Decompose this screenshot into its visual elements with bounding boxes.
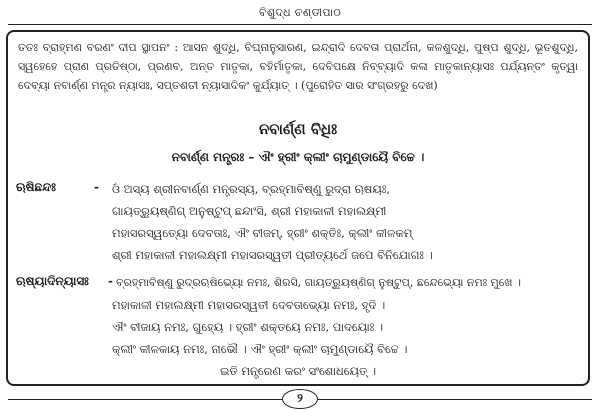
rishi-line-1: ଓଁ ଅସ୍ୟ ଶ୍ରୀନବାର୍ଣ୍ଣ ମନ୍ତ୍ରସ୍ୟ, ବ୍ରହ୍ମାବିଷ୍ଣୁ ରୁଦ୍ରା ଋଷୟଃ, <box>112 182 391 196</box>
navarna-mantra-line: ନବାର୍ଣ୍ଣ ମନ୍ତ୍ରଃ – ଐଂ ହ୍ରୀଂ କ୍ଲୀଂ ଚାମୁଣ୍ଡାୟୈ ବିଚ୍ଚେ । <box>171 150 425 164</box>
footer-rule-right <box>318 399 592 400</box>
nyasa-line-3: ଐଂ ବୀଜାୟ ନମଃ, ଗୁହ୍ୟେ । ହ୍ରୀଂ ଶକ୍ତୟେ ନମଃ, ପାଦୟୋଃ । <box>112 320 384 334</box>
nyasa-line-2: ମହାକାଳୀ ମହାଲକ୍ଷ୍ମୀ ମହାସରସ୍ୱତୀ ଦେବତାଭ୍ୟୋ ନମଃ, ହୃଦି । <box>112 298 386 312</box>
nyasa-line-4: କ୍ଲୀଂ କୀଳକାୟ ନମଃ, ନାଭୌ । ଐଂ ହ୍ରୀଂ କ୍ଲୀଂ ଚାମୁଣ୍ଡାୟୈ ବିଚ୍ଚେ । <box>112 342 408 356</box>
content-frame <box>6 30 590 386</box>
rishi-line-3: ମହାସରସ୍ୱତ୍ୟୋ ଦେବତାଃ, ଐଂ ବୀଜମ୍, ହ୍ରୀଂ ଶକ୍ତିଃ, କ୍ଲୀଂ କୀଳକମ୍ <box>112 226 413 240</box>
rishi-line-4: ଶ୍ରୀ ମହାକାଳୀ ମହାଲକ୍ଷ୍ମୀ ମହାସରସ୍ୱତୀ ପ୍ରୀତ୍ୟର୍ଥେ ଜପେ ବିନିଯୋଗଃ । <box>112 248 433 262</box>
rishi-line-2: ଗାୟତ୍ର୍ୟୁଷ୍ଣିଗ୍ ଅନୁଷ୍ଟୁପ୍ ଛନ୍ଦାଂସି, ଶ୍ରୀ ମହାକାଳୀ ମହାଲକ୍ଷ୍ମୀ <box>112 204 387 218</box>
header-rule <box>8 24 592 25</box>
rishyadi-nyasa-label: ଋଷ୍ୟାଦିନ୍ୟାସଃ <box>16 274 89 288</box>
footer-rule-left <box>8 399 282 400</box>
closing-line: ଇତି ମନ୍ତ୍ରେଣ କରଂ ସଂଶୋଧୟେତ୍ । <box>219 364 377 378</box>
intro-paragraph: ତତଃ ବ୍ରାହ୍ମଣ ବରଣଂ ଦୀପ ସ୍ଥାପନଂ : ଆସନ ଶୁଦ୍ଧି, ବିଘ୍ନାନୁସାରଣ, ଇନ୍ଦ୍ରାଦି ଦେବତା ପ୍ରାର୍ଥନା, କଳଶୁଦ୍ଧି, ପୁଷ୍ପ ଶୁଦ୍ଧି, ଭୂତଶୁଦ୍ଧି, ସ୍ୱହେହେ ପ୍ରାଣ ପ୍ରତିଷ୍ଠା, ପ୍ରଣବ, ଅନ୍ତ ମାତୃକା, ବହିର୍ମାତୃକା, ଦେବିପକ୍ଷେ ନିବ୍ବ୍ୟାଦି କଳା ମାତୃକାନ୍ୟାସଃ ପର୍ଯ୍ୟନ୍ତଂ କୃତ୍ୱା ଦେବ୍ୟା ନବାର୍ଣ୍ଣ ମନ୍ତ୍ର ନ୍ୟାସଃ, ସପ୍ତଶତୀ ନ୍ୟାସାଦିକଂ କୁର୍ଯ୍ୟାତ୍ । (ପୁରୋହିତ ସାର ସଂଗ୍ରହରୁ ଦେଖ) <box>18 41 578 92</box>
section-title: ନବାର୍ଣ୍ଣ ବିଧିଃ <box>258 120 338 138</box>
page-number: ୨ <box>282 389 318 409</box>
rishi-separator: - <box>94 180 99 194</box>
rishi-chhanda-label: ଋଷିଛନ୍ଦଃ <box>16 180 56 194</box>
running-title: ବିଶୁଦ୍ଧ ଚଣ୍ଡୀପାଠ <box>259 6 341 19</box>
nyasa-separator: - <box>108 274 113 288</box>
nyasa-line-1: ବ୍ରହ୍ମାବିଷ୍ଣୁ ରୁଦ୍ରଋଷିଭ୍ୟୋ ନମଃ, ଶିରସି, ଗାୟତ୍ର୍ୟୁଷ୍ଣିଗ୍ ନୁଷ୍ଟୁପ୍, ଛନ୍ଦେଭ୍ୟୋ ନମଃ ମୁଖେ । <box>116 276 521 289</box>
